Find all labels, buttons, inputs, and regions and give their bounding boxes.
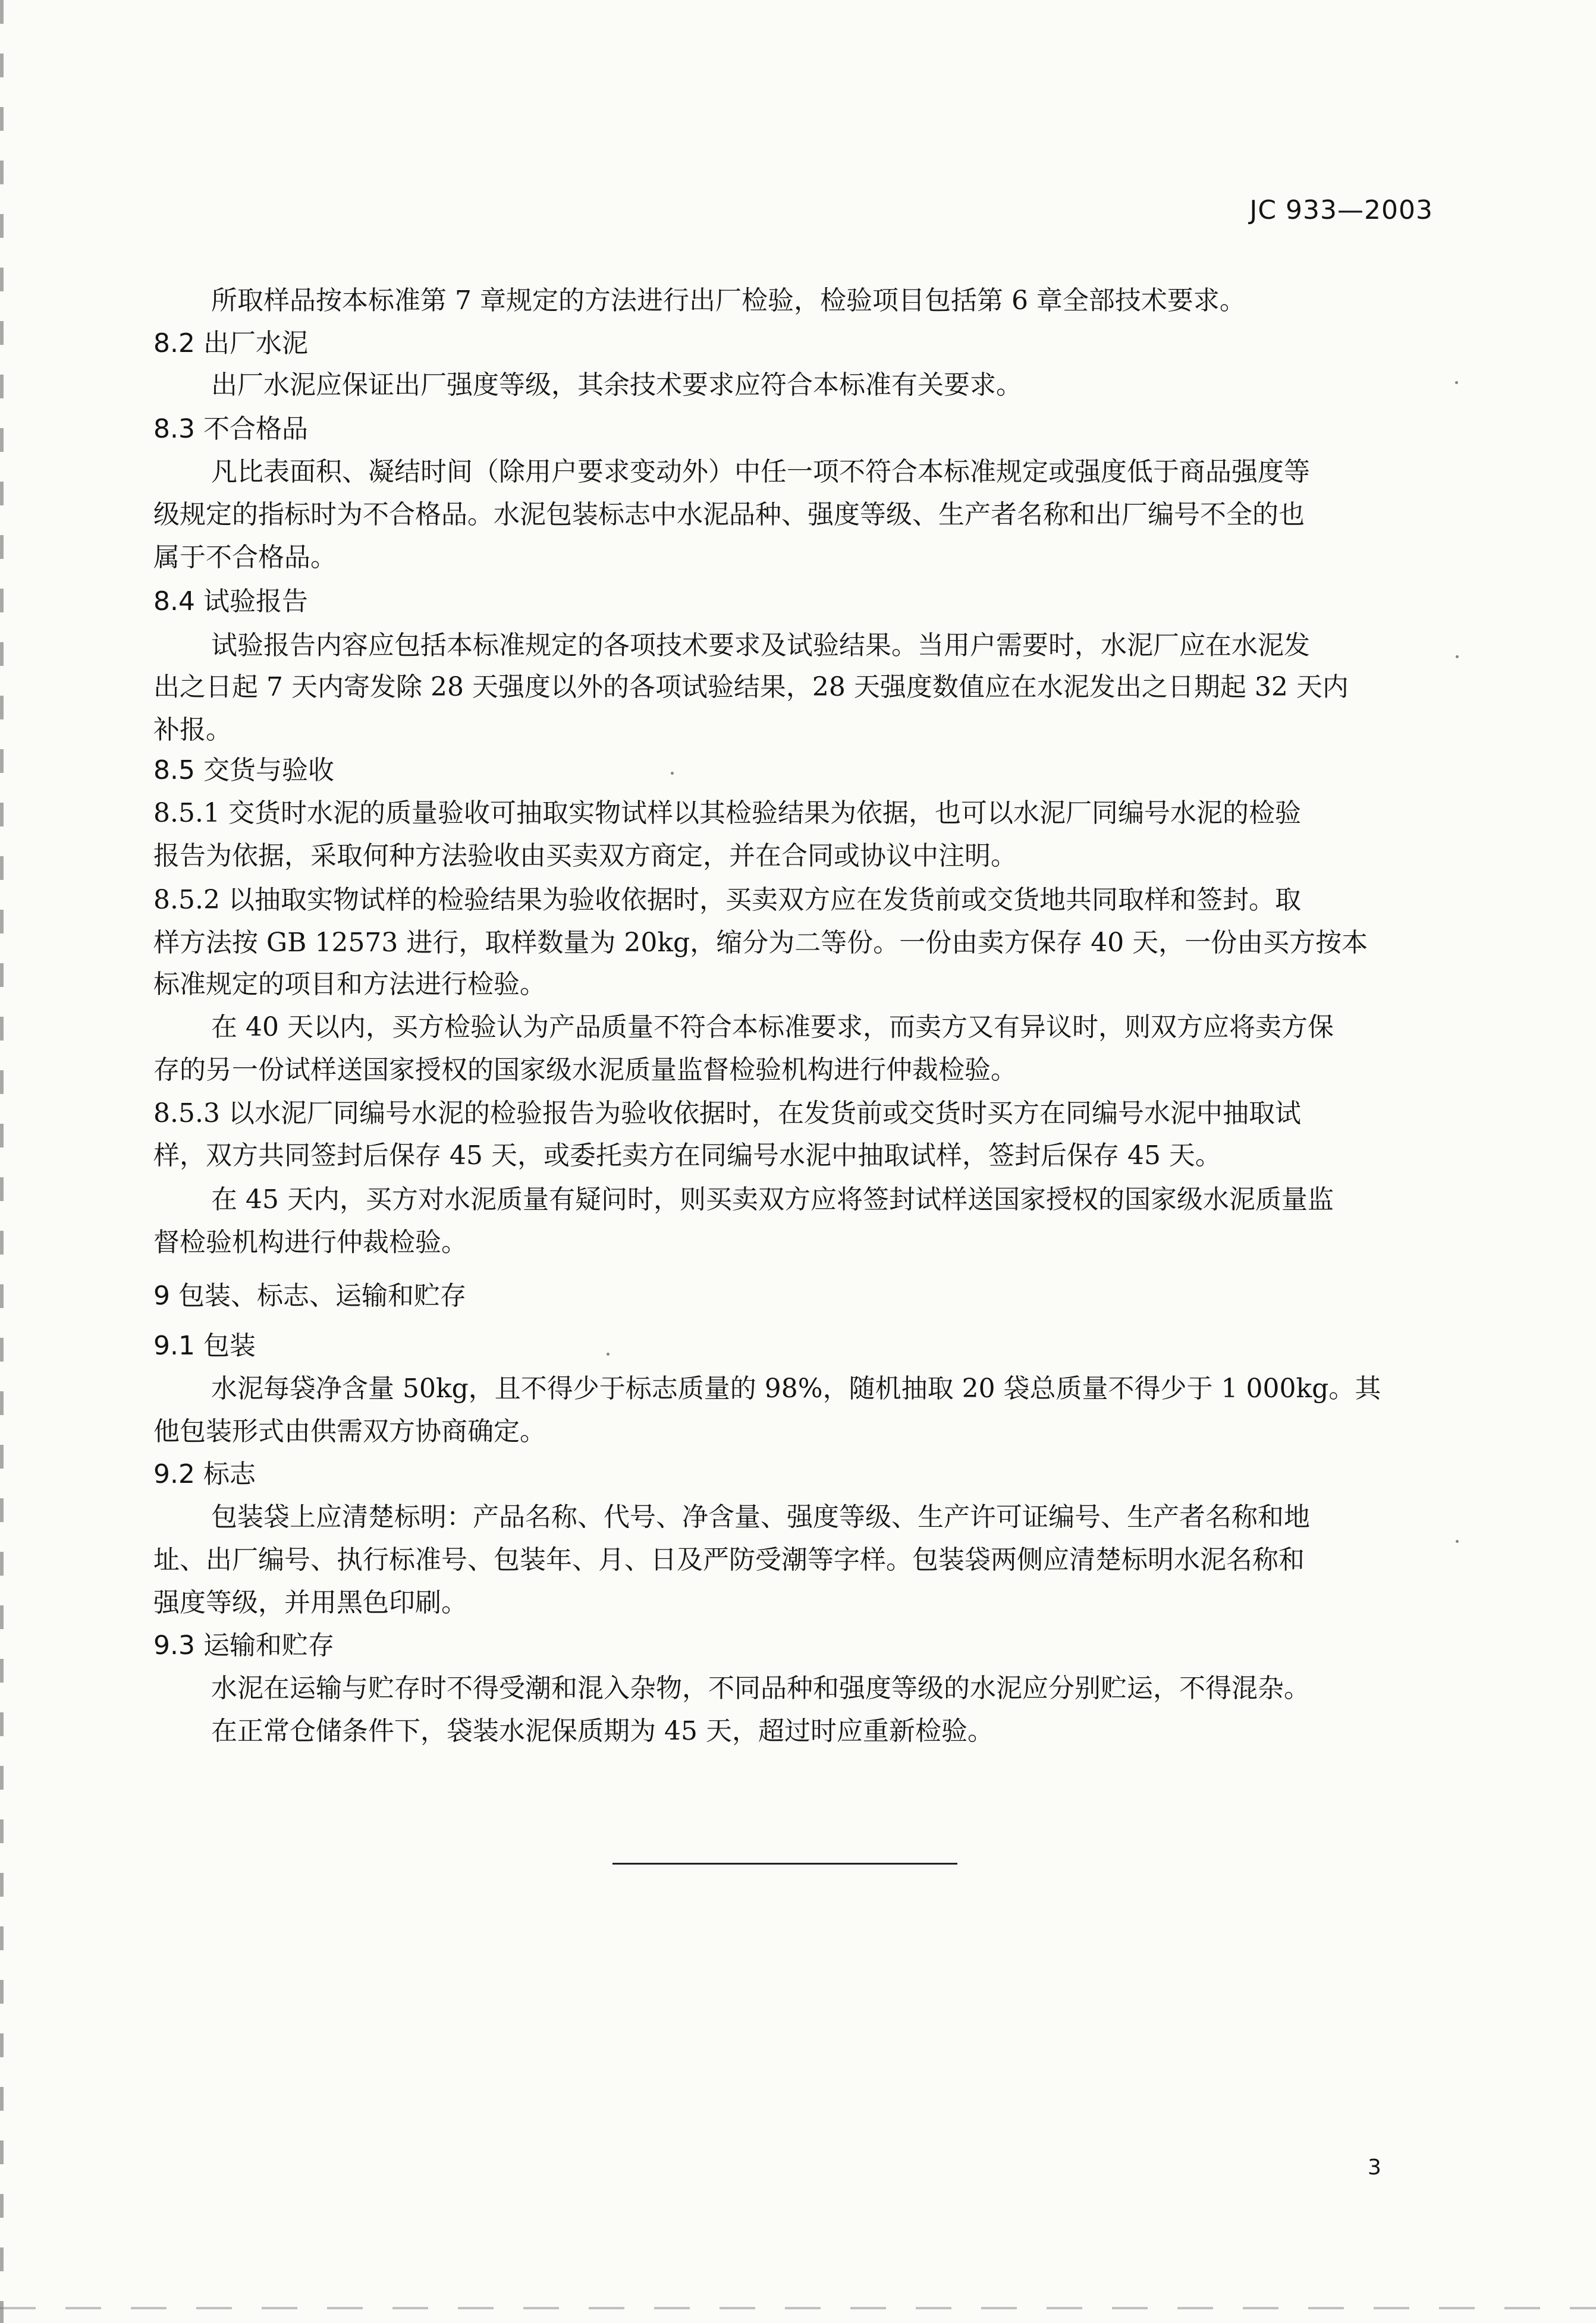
- paragraph-text: 报告为依据，采取何种方法验收由买卖双方商定，并在合同或协议中注明。: [153, 841, 1017, 871]
- end-rule: [612, 1863, 957, 1865]
- heading-text: 8.2 出厂水泥: [153, 328, 308, 359]
- scan-speck: [1456, 1540, 1459, 1543]
- paragraph-text: 址、出厂编号、执行标准号、包装年、月、日及严防受潮等字样。包装袋两侧应清楚标明水泥名称和: [153, 1545, 1305, 1575]
- paragraph-text: 属于不合格品。: [153, 542, 337, 573]
- heading-text: 9.2 标志: [153, 1459, 256, 1489]
- paragraph-text: 8.5.1 交货时水泥的质量验收可抽取实物试样以其检验结果为依据，也可以水泥厂同编号水泥的检验: [153, 798, 1301, 828]
- paragraph-text: 在正常仓储条件下，袋装水泥保质期为 45 天，超过时应重新检验。: [211, 1716, 994, 1746]
- paragraph-text: 8.5.2 以抽取实物试样的检验结果为验收依据时，买卖双方应在发货前或交货地共同取样和签封。取: [153, 885, 1301, 915]
- paragraph-text: 样方法按 GB 12573 进行，取样数量为 20kg，缩分为二等份。一份由卖方保存 40 天，一份由买方按本: [153, 928, 1368, 958]
- paragraph-text: 样，双方共同签封后保存 45 天，或委托卖方在同编号水泥中抽取试样，签封后保存 45 天。: [153, 1140, 1221, 1171]
- paragraph-text: 存的另一份试样送国家授权的国家级水泥质量监督检验机构进行仲裁检验。: [153, 1055, 1017, 1085]
- heading-text: 9.1 包装: [153, 1331, 256, 1361]
- paragraph-text: 督检验机构进行仲裁检验。: [153, 1227, 467, 1258]
- scan-speck: [607, 1353, 610, 1356]
- heading-text: 8.4 试验报告: [153, 586, 308, 617]
- heading-text: 9.3 运输和贮存: [153, 1630, 334, 1661]
- scan-edge-left: [0, 0, 4, 2323]
- paragraph-text: 出厂水泥应保证出厂强度等级，其余技术要求应符合本标准有关要求。: [211, 370, 1022, 400]
- scan-speck: [671, 772, 674, 775]
- paragraph-text: 凡比表面积、凝结时间（除用户要求变动外）中任一项不符合本标准规定或强度低于商品强度等: [211, 457, 1310, 487]
- paragraph-text: 他包装形式由供需双方协商确定。: [153, 1416, 546, 1447]
- paragraph-text: 8.5.3 以水泥厂同编号水泥的检验报告为验收依据时，在发货前或交货时买方在同编号水泥中抽取试: [153, 1098, 1301, 1129]
- page-number: 3: [1368, 2155, 1381, 2180]
- paragraph-text: 水泥在运输与贮存时不得受潮和混入杂物，不同品种和强度等级的水泥应分别贮运，不得混杂。: [211, 1673, 1310, 1703]
- heading-text: 8.5 交货与验收: [153, 755, 334, 785]
- paragraph-text: 水泥每袋净含量 50kg，且不得少于标志质量的 98%，随机抽取 20 袋总质量不得少于 1 000kg。其: [211, 1373, 1381, 1404]
- paragraph-text: 包装袋上应清楚标明：产品名称、代号、净含量、强度等级、生产许可证编号、生产者名称和地: [211, 1502, 1310, 1532]
- paragraph-text: 级规定的指标时为不合格品。水泥包装标志中水泥品种、强度等级、生产者名称和出厂编号不全的也: [153, 499, 1305, 530]
- paragraph-text: 所取样品按本标准第 7 章规定的方法进行出厂检验，检验项目包括第 6 章全部技术要求。: [211, 285, 1246, 316]
- paragraph-text: 在 45 天内，买方对水泥质量有疑问时，则买卖双方应将签封试样送国家授权的国家级水泥质量监: [211, 1184, 1334, 1215]
- paragraph-text: 在 40 天以内，买方检验认为产品质量不符合本标准要求，而卖方又有异议时，则双方应将卖方保: [211, 1012, 1334, 1042]
- paragraph-text: 出之日起 7 天内寄发除 28 天强度以外的各项试验结果，28 天强度数值应在水泥发出之日期起 32 天内: [153, 672, 1349, 702]
- scan-edge-bottom: [0, 2307, 1596, 2309]
- heading-text: 9 包装、标志、运输和贮存: [153, 1281, 466, 1311]
- paragraph-text: 补报。: [153, 715, 232, 745]
- scan-speck: [1455, 381, 1458, 384]
- paragraph-text: 强度等级，并用黑色印刷。: [153, 1588, 467, 1618]
- standard-code: JC 933—2003: [1249, 195, 1433, 225]
- heading-text: 8.3 不合格品: [153, 414, 308, 444]
- paragraph-text: 标准规定的项目和方法进行检验。: [153, 969, 546, 999]
- scan-speck: [1456, 655, 1459, 658]
- paragraph-text: 试验报告内容应包括本标准规定的各项技术要求及试验结果。当用户需要时，水泥厂应在水泥发: [211, 630, 1310, 661]
